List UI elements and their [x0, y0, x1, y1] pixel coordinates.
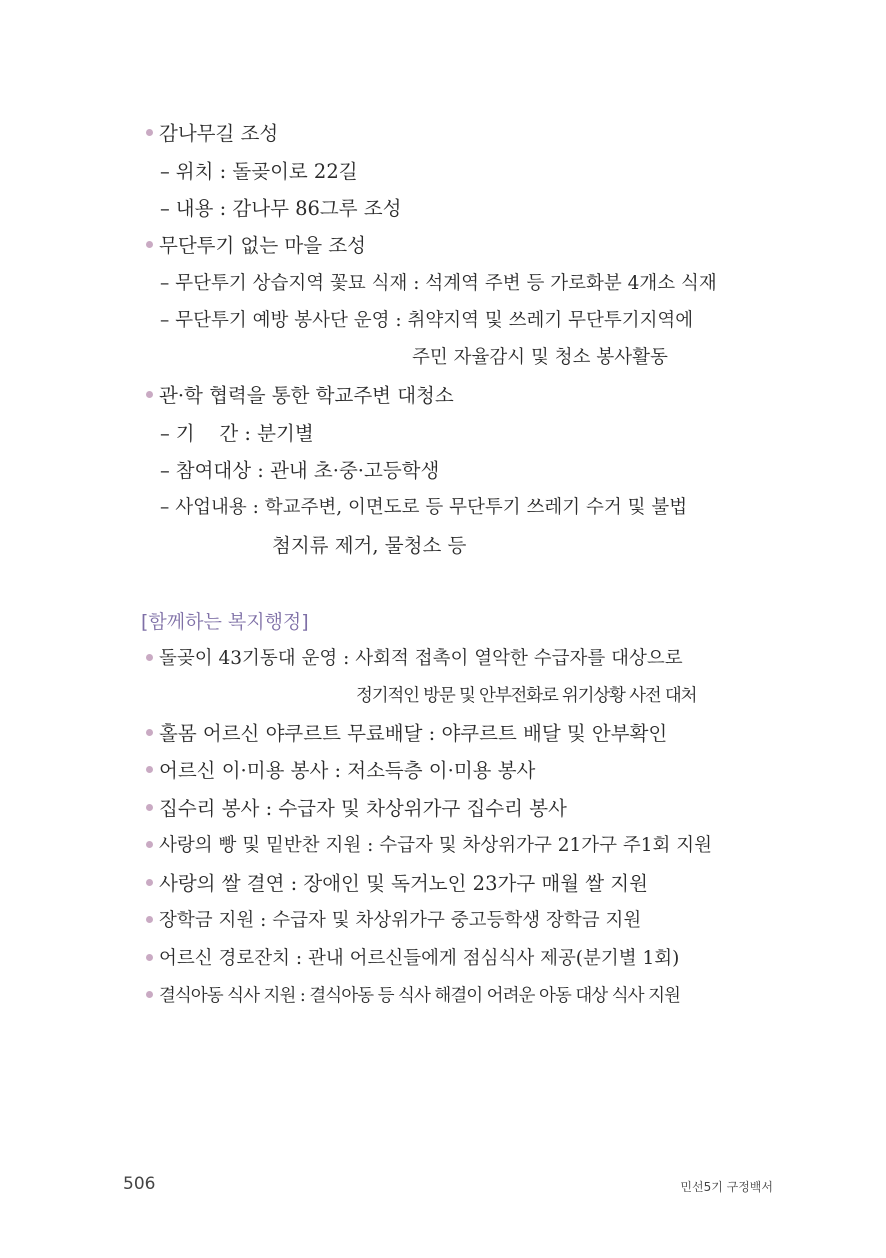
bullet-item [146, 796, 567, 822]
item-text: 기 간 : 분기별 [175, 422, 314, 445]
bullet-icon [146, 766, 153, 773]
dash-icon: – [160, 459, 170, 482]
item-text: 감나무길 조성 [159, 122, 279, 145]
sub-item [160, 421, 314, 447]
sub-item [160, 159, 358, 185]
item-text: 사랑의 쌀 결연 : 장애인 및 독거노인 23가구 매월 쌀 지원 [159, 872, 648, 895]
bullet-item [146, 383, 454, 409]
bullet-icon [146, 879, 153, 886]
bullet-icon [146, 841, 153, 848]
bullet-icon [146, 991, 153, 998]
sub-item [160, 495, 687, 521]
item-text: 사업내용 : 학교주변, 이면도로 등 무단투기 쓰레기 수거 및 불법 [175, 497, 688, 518]
sub-item [160, 458, 439, 484]
dash-icon: – [160, 197, 170, 220]
item-text: 정기적인 방문 및 안부전화로 위기상황 사전 대처 [356, 686, 697, 706]
item-text: 내용 : 감나무 86그루 조성 [175, 197, 402, 220]
continuation-line [412, 345, 668, 371]
sub-item [160, 308, 693, 334]
bullet-item [146, 721, 667, 747]
bullet-item [146, 233, 366, 259]
bullet-icon [146, 129, 153, 136]
item-text: 돌곶이 43기동대 운영 : 사회적 접촉이 열악한 수급자를 대상으로 [159, 648, 683, 669]
dash-icon: – [160, 497, 170, 518]
bullet-icon [146, 954, 153, 961]
section-title: [함께하는 복지행정] [141, 611, 309, 633]
bullet-item [146, 758, 535, 784]
bullet-icon [146, 654, 153, 661]
dash-icon: – [160, 160, 170, 183]
page-number: 506 [123, 1174, 156, 1194]
item-text: 장학금 지원 : 수급자 및 차상위가구 중고등학생 장학금 지원 [159, 910, 642, 931]
item-text: 참여대상 : 관내 초·중·고등학생 [175, 459, 440, 482]
item-text: 주민 자율감시 및 청소 봉사활동 [412, 347, 668, 368]
dash-icon: – [160, 422, 170, 445]
bullet-item [146, 646, 683, 672]
dash-icon: – [160, 310, 170, 331]
item-text: 위치 : 돌곶이로 22길 [175, 160, 358, 183]
item-text: 무단투기 예방 봉사단 운영 : 취약지역 및 쓰레기 무단투기지역에 [175, 310, 694, 331]
bullet-item [146, 946, 679, 972]
bullet-icon [146, 729, 153, 736]
item-text: 사랑의 빵 및 밑반찬 지원 : 수급자 및 차상위가구 21가구 주1회 지원 [159, 835, 713, 856]
continuation-line [272, 533, 466, 559]
item-text: 어르신 경로잔치 : 관내 어르신들에게 점심식사 제공(분기별 1회) [159, 948, 680, 969]
bullet-icon [146, 804, 153, 811]
item-text: 어르신 이·미용 봉사 : 저소득층 이·미용 봉사 [159, 759, 536, 782]
item-text: 무단투기 상습지역 꽃묘 식재 : 석계역 주변 등 가로화분 4개소 식재 [175, 273, 717, 294]
sub-item [160, 196, 401, 222]
bullet-icon [146, 391, 153, 398]
continuation-line [356, 683, 696, 709]
item-text: 첨지류 제거, 물청소 등 [272, 534, 467, 557]
sub-item [160, 271, 717, 297]
bullet-item [146, 983, 680, 1009]
book-title: 민선5기 구정백서 [680, 1180, 773, 1194]
item-text: 집수리 봉사 : 수급자 및 차상위가구 집수리 봉사 [159, 797, 567, 820]
bullet-item [146, 908, 641, 934]
bullet-item [146, 121, 278, 147]
dash-icon: – [160, 273, 170, 294]
bullet-item [146, 833, 712, 859]
item-text: 무단투기 없는 마을 조성 [159, 234, 366, 257]
item-text: 결식아동 식사 지원 : 결식아동 등 식사 해결이 어려운 아동 대상 식사 지원 [159, 986, 680, 1006]
item-text: 홀몸 어르신 야쿠르트 무료배달 : 야쿠르트 배달 및 안부확인 [159, 722, 668, 745]
bullet-item [146, 871, 648, 897]
item-text: 관·학 협력을 통한 학교주변 대청소 [159, 384, 454, 407]
bullet-icon [146, 916, 153, 923]
bullet-icon [146, 241, 153, 248]
